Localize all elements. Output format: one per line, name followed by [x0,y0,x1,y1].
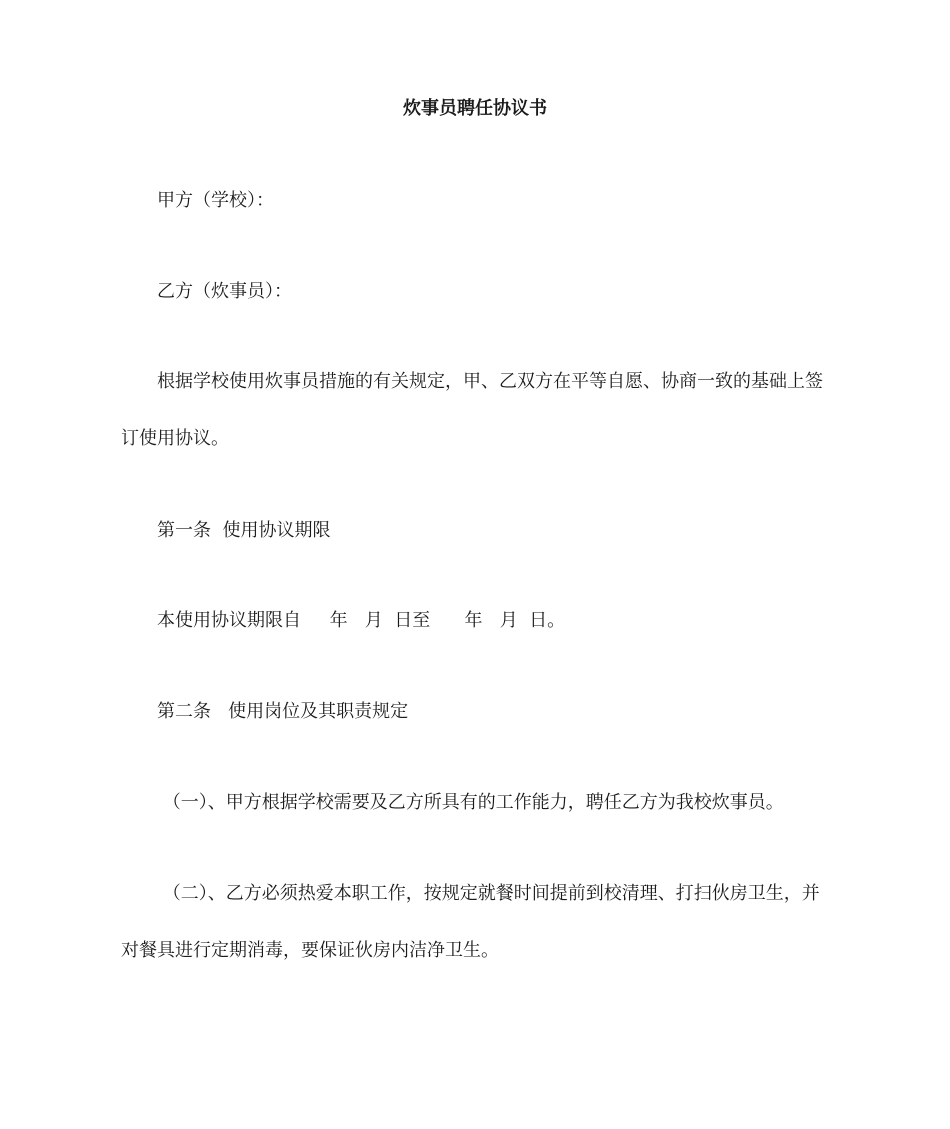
clause-2-line-2: 对餐具进行定期消毒，要保证伙房内洁净卫生。 [121,940,499,961]
article-2-heading: 第二条 使用岗位及其职责规定 [157,701,409,722]
clause-1: （一）、甲方根据学校需要及乙方所具有的工作能力，聘任乙方为我校炊事员。 [157,792,784,813]
party-b-label: 乙方（炊事员）： [157,281,292,302]
clause-2-line-1: （二）、乙方必须热爱本职工作，按规定就餐时间提前到校清理、打扫伙房卫生，并 [157,883,820,904]
article-1-text: 本使用协议期限自 年 月 日至 年 月 日。 [157,610,566,631]
intro-paragraph-line-2: 订使用协议。 [121,428,229,449]
document-title: 炊事员聘任协议书 [403,98,547,119]
intro-paragraph-line-1: 根据学校使用炊事员措施的有关规定，甲、乙双方在平等自愿、协商一致的基础上签 [157,371,823,392]
party-a-label: 甲方（学校）： [157,190,274,211]
article-1-heading: 第一条 使用协议期限 [157,520,331,541]
